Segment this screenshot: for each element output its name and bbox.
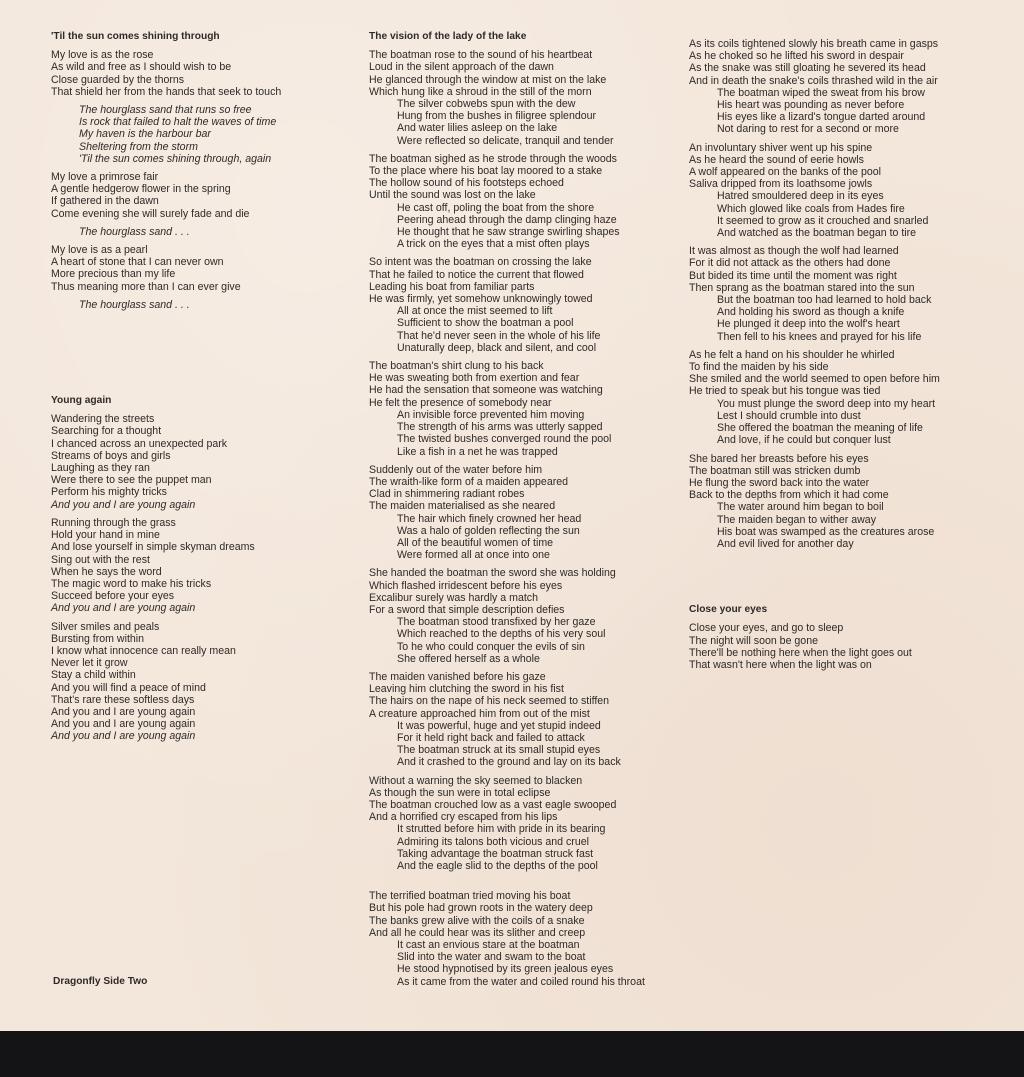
lyric-line: There'll be nothing here when the light goes out	[689, 646, 912, 659]
song-til-the-sun	[51, 31, 351, 311]
lyric-line: Leaving him clutching the sword in his fist	[369, 683, 564, 696]
lyric-line: So intent was the boatman on crossing the lake	[369, 256, 592, 269]
lyric-line: His eyes like a lizard's tongue darted around	[717, 111, 926, 124]
column-left	[51, 31, 351, 749]
lyric-line: I know what innocence can really mean	[51, 644, 236, 657]
lyric-line: And you and I are young again	[51, 498, 196, 511]
song-title: Close your eyes	[689, 604, 768, 616]
stanza	[369, 49, 679, 147]
lyric-line: Silver smiles and peals	[51, 620, 160, 633]
stanza	[369, 671, 679, 769]
lyric-line: A creature approached him from out of the mist	[369, 707, 590, 720]
lyric-line: She bared her breasts before his eyes	[689, 452, 869, 465]
lyric-line: And all he could hear was its slither and creep	[369, 926, 586, 939]
lyric-line: Suddenly out of the water before him	[369, 463, 543, 476]
lyric-line: Sufficient to show the boatman a pool	[397, 317, 574, 330]
lyric-line: Hold your hand in mine	[51, 529, 160, 542]
lyric-line: For a sword that simple description defies	[369, 603, 565, 616]
lyric-line: Come evening she will surely fade and die	[51, 207, 250, 220]
stanza	[51, 299, 351, 311]
lyric-line: The banks grew alive with the coils of a snake	[369, 914, 585, 927]
lyric-line: Taking advantage the boatman struck fast	[397, 847, 594, 860]
lyric-line: Unaturally deep, black and silent, and cool	[397, 341, 597, 354]
stanza	[369, 775, 679, 873]
lyric-line: Hung from the bushes in filigree splendour	[397, 110, 597, 123]
stanza	[369, 890, 679, 988]
lyric-line: As wild and free as I should wish to be	[51, 61, 232, 74]
song-close-your-eyes	[689, 604, 989, 671]
stanza	[369, 567, 679, 665]
lyric-line: It was powerful, huge and yet stupid indeed	[397, 719, 601, 732]
lyric-line: An involuntary shiver went up his spine	[689, 141, 873, 154]
lyric-line: A wolf appeared on the banks of the pool	[689, 166, 882, 179]
lyric-line: The water around him began to boil	[717, 501, 884, 514]
lyric-line: That shield her from the hands that seek to touch	[51, 85, 282, 98]
lyric-line: The maiden began to wither away	[717, 513, 876, 526]
lyric-line: All at once the mist seemed to lift	[397, 305, 553, 318]
lyric-line: Admiring its talons both vicious and cruel	[397, 835, 589, 848]
lyric-line: As he felt a hand on his shoulder he whirled	[689, 348, 895, 361]
lyric-line: She offered herself as a whole	[397, 652, 540, 665]
stanza	[689, 349, 989, 447]
lyric-line: The hourglass sand . . .	[79, 225, 190, 238]
lyric-line: Hatred smouldered deep in its eyes	[717, 190, 884, 203]
lyric-line: And you and I are young again	[51, 705, 196, 718]
lyric-line: That he failed to notice the current that flowed	[369, 268, 584, 281]
lyric-line: An invisible force prevented him moving	[397, 408, 585, 421]
lyric-line: The boatman wiped the sweat from his brow	[717, 86, 925, 99]
lyric-line: He was sweating both from exertion and fear	[369, 372, 580, 385]
lyric-line: It seemed to grow as it crouched and snarled	[717, 214, 929, 227]
lyric-line: 'Til the sun comes shining through, again	[79, 152, 272, 165]
lyric-line: The boatman sighed as he strode through the woods	[369, 152, 617, 165]
lyric-line: And you and I are young again	[51, 718, 196, 731]
song-title: 'Til the sun comes shining through	[51, 31, 220, 42]
lyric-line: When he says the word	[51, 565, 162, 578]
song-title: Young again	[51, 395, 112, 407]
lyric-line: Which hung like a shroud in the still of the morn	[369, 85, 592, 98]
lyric-line: The magic word to make his tricks	[51, 577, 212, 590]
lyric-line: Peering ahead through the damp clinging haze	[397, 213, 617, 226]
song-young-again	[51, 395, 351, 742]
lyric-line: I chanced across an unexpected park	[51, 437, 228, 450]
lyric-line: Close your eyes, and go to sleep	[689, 622, 844, 635]
lyric-line: Were reflected so delicate, tranquil and tender	[397, 134, 614, 147]
lyric-line: Running through the grass	[51, 516, 176, 529]
lyric-line: And you will find a peace of mind	[51, 681, 206, 694]
lyric-line: Excalibur surely was hardly a match	[369, 591, 538, 604]
lyric-line: A heart of stone that I can never own	[51, 256, 224, 269]
stanza	[51, 244, 351, 293]
stanza	[369, 360, 679, 458]
lyric-line: The boatman rose to the sound of his heartbeat	[369, 49, 593, 62]
lyric-line: And love, if he could but conquer lust	[717, 434, 891, 447]
lyric-line: His heart was pounding as never before	[717, 99, 905, 112]
lyric-line: Wandering the streets	[51, 413, 155, 426]
lyric-line: Back to the depths from which it had come	[689, 489, 889, 502]
lyric-line: He had the sensation that someone was watching	[369, 384, 603, 397]
stanza	[51, 621, 351, 743]
lyric-line: Is rock that failed to halt the waves of time	[79, 116, 277, 129]
lyric-line: And evil lived for another day	[717, 537, 854, 550]
lyric-line: A trick on the eyes that a mist often plays	[397, 238, 590, 251]
lyric-line: It strutted before him with pride in its bearing	[397, 823, 606, 836]
lyric-line: The hollow sound of his footsteps echoed	[369, 177, 564, 190]
stanza	[51, 517, 351, 615]
lyric-line: He cast off, poling the boat from the shore	[397, 201, 595, 214]
lyric-line: He was firmly, yet somehow unknowingly towed	[369, 293, 593, 306]
lyric-line: The maiden materialised as she neared	[369, 500, 556, 513]
lyric-line: The hair which finely crowned her head	[397, 512, 582, 525]
lyric-line: Leading his boat from familiar parts	[369, 280, 535, 293]
lyric-line: A gentle hedgerow flower in the spring	[51, 183, 231, 196]
lyric-line: My love is as a pearl	[51, 244, 148, 257]
lyric-line: For it held right back and failed to attack	[397, 731, 585, 744]
lyric-line: Close guarded by the thorns	[51, 73, 185, 86]
lyric-line: And lose yourself in simple skyman dreams	[51, 541, 255, 554]
column-right	[689, 38, 989, 677]
lyric-line: Were formed all at once into one	[397, 549, 550, 562]
lyric-line: He felt the presence of somebody near	[369, 396, 552, 409]
song-lady-of-the-lake	[369, 31, 679, 988]
lyric-line: He stood hypnotised by its green jealous eyes	[397, 963, 614, 976]
stanza	[369, 464, 679, 562]
lyric-line: That's rare these softless days	[51, 693, 195, 706]
stanza	[369, 256, 679, 354]
lyric-line: And watched as the boatman began to tire	[717, 227, 917, 240]
lyric-line: Lest I should crumble into dust	[717, 409, 861, 422]
lyric-line: But the boatman too had learned to hold back	[717, 294, 932, 307]
lyric-line: The night will soon be gone	[689, 634, 818, 647]
lyric-line: The maiden vanished before his gaze	[369, 670, 546, 683]
lyric-line: You must plunge the sword deep into my heart	[717, 397, 936, 410]
lyric-line: Saliva dripped from its loathsome jowls	[689, 178, 873, 191]
lyric-line: Loud in the silent approach of the dawn	[369, 61, 554, 74]
lyric-line: Which glowed like coals from Hades fire	[717, 202, 905, 215]
lyric-line: The hourglass sand that runs so free	[79, 104, 252, 117]
lyric-line: Bursting from within	[51, 632, 145, 645]
song-lady-of-the-lake-continued	[689, 38, 989, 550]
lyric-line: And you and I are young again	[51, 602, 196, 615]
side-label: Dragonfly Side Two	[53, 976, 148, 987]
lyric-line: The hourglass sand . . .	[79, 298, 190, 311]
lyric-line: But his pole had grown roots in the watery deep	[369, 902, 593, 915]
lyric-line: The strength of his arms was utterly sapped	[397, 421, 603, 434]
lyric-line: He thought that he saw strange swirling shapes	[397, 226, 620, 239]
lyric-line: As he heard the sound of eerie howls	[689, 153, 864, 166]
lyric-line: If gathered in the dawn	[51, 195, 159, 208]
lyric-line: Which flashed irridescent before his eyes	[369, 579, 563, 592]
lyric-line: Like a fish in a net he was trapped	[397, 445, 558, 458]
lyric-line: The silver cobwebs spun with the dew	[397, 98, 576, 111]
lyric-line: Stay a child within	[51, 669, 136, 682]
lyric-line: The boatman's shirt clung to his back	[369, 360, 544, 373]
lyric-line: Which reached to the depths of his very soul	[397, 628, 606, 641]
lyric-line: He flung the sword back into the water	[689, 476, 870, 489]
lyric-line: She smiled and the world seemed to open before him	[689, 373, 940, 386]
lyric-line: It was almost as though the wolf had learned	[689, 245, 899, 258]
lyric-line: But bided its time until the moment was right	[689, 269, 897, 282]
lyric-line: Clad in shimmering radiant robes	[369, 488, 525, 501]
lyric-line: Then fell to his knees and prayed for his life	[717, 330, 922, 343]
lyric-line: She handed the boatman the sword she was holding	[369, 567, 616, 580]
lyric-line: Laughing as they ran	[51, 462, 150, 475]
lyric-line: Thus meaning more than I can ever give	[51, 280, 241, 293]
lyric-line: And the eagle slid to the depths of the pool	[397, 860, 598, 872]
lyric-line: The boatman crouched low as a vast eagle swooped	[369, 798, 617, 811]
lyric-line: Not daring to rest for a second or more	[717, 123, 899, 136]
lyric-line: Perform his mighty tricks	[51, 486, 167, 499]
lyric-line: Were there to see the puppet man	[51, 474, 212, 487]
lyric-line: My love is as the rose	[51, 49, 154, 62]
lyric-line: Searching for a thought	[51, 425, 162, 438]
lyric-line: As though the sun were in total eclipse	[369, 786, 551, 799]
stanza	[51, 104, 351, 165]
lyric-line: Sheltering from the storm	[79, 140, 198, 153]
lyric-line: My haven is the harbour bar	[79, 128, 211, 141]
lyric-line: As the snake was still gloating he severed its head	[689, 62, 926, 75]
lyric-line: Without a warning the sky seemed to blacken	[369, 774, 583, 787]
lyric-line: To the place where his boat lay moored to a stake	[369, 165, 603, 178]
lyric-line: Then sprang as the boatman stared into the sun	[689, 281, 915, 294]
lyric-line: To find the maiden by his side	[689, 361, 829, 374]
lyric-line: The hairs on the nape of his neck seemed to stiffen	[369, 695, 610, 708]
stanza	[51, 226, 351, 238]
stanza	[689, 453, 989, 551]
lyric-line: It cast an envious stare at the boatman	[397, 939, 580, 952]
lyric-line: She offered the boatman the meaning of life	[717, 422, 923, 435]
stanza	[689, 38, 989, 136]
lyric-line: More precious than my life	[51, 268, 176, 281]
stanza	[689, 245, 989, 343]
lyric-line: As its coils tightened slowly his breath came in gasps	[689, 38, 939, 50]
lyric-line: All of the beautiful women of time	[397, 536, 554, 549]
lyric-line: The boatman struck at its small stupid eyes	[397, 744, 601, 757]
lyric-line: The twisted bushes converged round the pool	[397, 433, 612, 446]
lyric-line: For it did not attack as the others had done	[689, 257, 891, 270]
stanza	[689, 142, 989, 240]
lyric-line: And a horrified cry escaped from his lips	[369, 811, 558, 824]
lyric-line: He tried to speak but his tongue was tied	[689, 385, 881, 398]
lyric-line: As he choked so he lifted his sword in despair	[689, 50, 904, 63]
lyric-line: The terrified boatman tried moving his boat	[369, 890, 571, 903]
lyric-line: Was a halo of golden reflecting the sun	[397, 524, 580, 537]
lyric-line: And it crashed to the ground and lay on its back	[397, 756, 621, 769]
lyric-line: Succeed before your eyes	[51, 590, 175, 603]
lyric-line: Sing out with the rest	[51, 553, 150, 566]
lyric-line: He glanced through the window at mist on the lake	[369, 73, 607, 86]
lyric-line: The boatman stood transfixed by her gaze	[397, 616, 596, 629]
stanza	[369, 153, 679, 251]
lyric-line: That he'd never seen in the whole of his life	[397, 329, 601, 342]
lyric-line: The wraith-like form of a maiden appeared	[369, 475, 569, 488]
lyric-line: That wasn't here when the light was on	[689, 658, 872, 671]
lyric-line: Streams of boys and girls	[51, 449, 171, 462]
stanza	[51, 171, 351, 220]
lyric-line: And you and I are young again	[51, 730, 196, 743]
stanza	[51, 49, 351, 98]
stanza	[51, 413, 351, 511]
lyric-line: My love a primrose fair	[51, 171, 159, 184]
lyric-line: As it came from the water and coiled round his throat	[397, 975, 645, 988]
column-middle	[369, 31, 679, 994]
lyric-line: And holding his sword as though a knife	[717, 306, 905, 319]
lyric-line: Slid into the water and swam to the boat	[397, 951, 586, 964]
lyric-line: His boat was swamped as the creatures arose	[717, 525, 935, 538]
lyric-line: And water lilies asleep on the lake	[397, 122, 558, 135]
lyric-line: The boatman still was stricken dumb	[689, 464, 861, 477]
lyric-line: Never let it grow	[51, 657, 128, 670]
lyric-line: Until the sound was lost on the lake	[369, 189, 536, 202]
lyric-line: And in death the snake's coils thrashed wild in the air	[689, 74, 938, 87]
lyric-line: To he who could conquer the evils of sin	[397, 640, 585, 653]
lyric-line: He plunged it deep into the wolf's heart	[717, 318, 900, 331]
song-title: The vision of the lady of the lake	[369, 31, 527, 42]
